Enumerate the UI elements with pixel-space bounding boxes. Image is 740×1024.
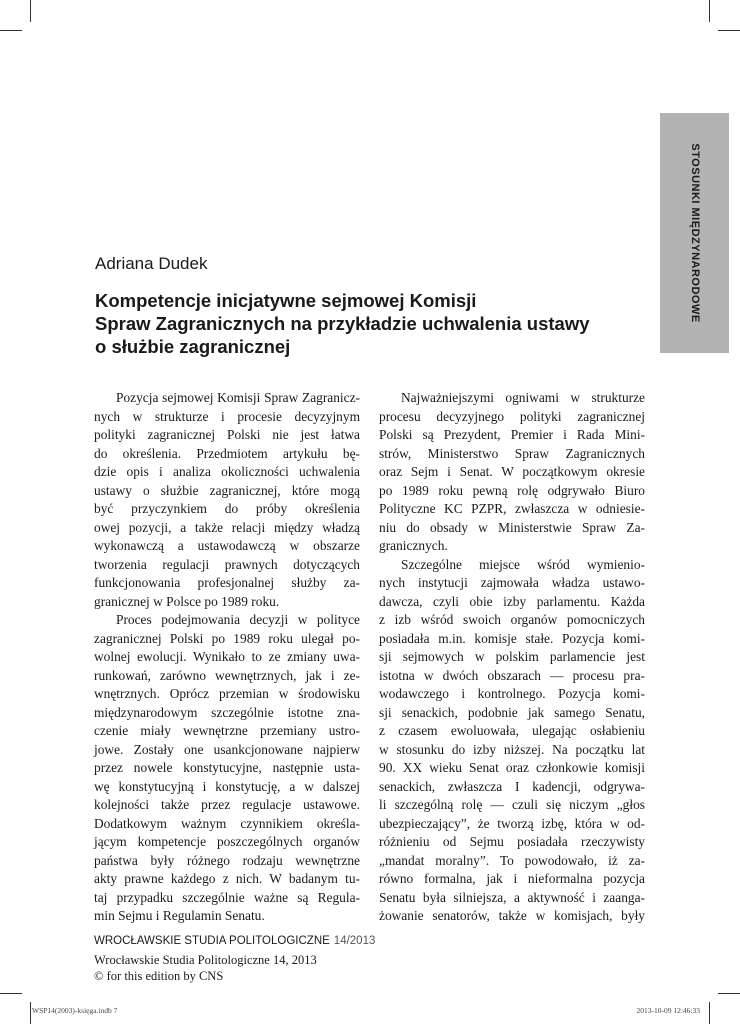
paragraph <box>379 556 645 926</box>
paragraph <box>379 389 645 556</box>
text-line: taj przypadku szczególnie ważne są Regula- <box>94 889 360 905</box>
text-line: nych w strukturze i procesie decyzyjnym <box>94 408 360 424</box>
copyright-line: © for this edition by CNS <box>94 969 224 983</box>
text-line: jącym kompetencje poszczególnych organów <box>94 834 360 849</box>
crop-mark <box>0 30 22 31</box>
author-name: Adriana Dudek <box>95 254 208 273</box>
text-line: przez nowele konstytucyjne, następnie usta- <box>94 760 360 775</box>
print-slug-timestamp: 2013-10-09 12:46:33 <box>636 1006 700 1015</box>
citation-line: Wrocławskie Studia Politologiczne 14, 2013 <box>94 953 317 967</box>
title-line: Spraw Zagranicznych na przykładzie uchwalenia ustawy <box>95 313 590 334</box>
text-line: czenie miały wewnętrzne przemiany ustro- <box>94 723 360 738</box>
right-column <box>379 389 645 926</box>
paragraph <box>94 389 360 611</box>
journal-issue: 14/2013 <box>333 935 376 947</box>
text-line: nych instytucji zajmowała władza ustawo- <box>379 575 645 590</box>
print-slug-file: WSP14(2003)-księga.indb 7 <box>32 1006 118 1015</box>
text-line: akty prawne każdego z nich. W badanym tu- <box>94 871 360 886</box>
left-column <box>94 389 360 926</box>
text-line: Senatu była silniejsza, a aktywność i zaanga- <box>379 889 645 905</box>
text-line: Szczególne miejsce wśród wymienio- <box>401 556 645 572</box>
text-line: owej pozycji, a także relacji między władzą <box>94 519 360 535</box>
text-line: ubezpieczający”, że tworzą izbę, która w od- <box>379 815 645 831</box>
text-line: jowe. Zostały one usankcjonowane najpierw <box>94 741 360 757</box>
journal-title: WROCŁAWSKIE STUDIA POLITOLOGICZNE <box>94 935 330 947</box>
text-line: kolejności także przez regulacje ustawowe. <box>94 797 360 812</box>
text-line: ustawy o służbie zagranicznej, które mogą <box>94 482 360 498</box>
text-line: sji sejmowych w polskim parlamencie jest <box>379 649 645 664</box>
text-line: z czasem ewoluowała, ulegając osłabieniu <box>379 723 645 738</box>
text-line: Polityczne KC PZPR, zwłaszcza w odniesie- <box>379 501 645 516</box>
crop-mark <box>30 0 31 22</box>
text-line: runkowań, zarówno wewnętrznych, jak i ze- <box>94 667 360 683</box>
text-line: państwa były różnego rodzaju wewnętrzne <box>94 852 360 868</box>
text-line: granicznych. <box>379 538 448 553</box>
text-line: oraz Sejm i Senat. W początkowym okresie <box>379 464 645 479</box>
text-line: wnętrznych. Oprócz przemian w środowisku <box>94 686 360 701</box>
text-line: międzynarodowym szczególnie istotne zna- <box>94 704 360 720</box>
article-title <box>95 289 655 358</box>
text-line: funkcjonowania profesjonalnej służby za- <box>94 575 360 590</box>
text-line: Dodatkowym ważnym czynnikiem określa- <box>94 815 360 831</box>
crop-mark <box>718 993 740 994</box>
section-tab <box>660 113 729 353</box>
text-line: różnieniu od Sejmu posiadała rzeczywisty <box>379 834 645 849</box>
text-line: dawcza, czyli obie izby parlamentu. Każda <box>379 593 645 609</box>
text-line: równo formalna, jak i nieformalna pozycja <box>379 871 645 886</box>
crop-mark <box>0 993 22 994</box>
text-line: Najważniejszymi ogniwami w strukturze <box>401 390 645 405</box>
text-line: być przyczynkiem do próby określenia <box>94 501 360 516</box>
text-line: strów, Ministerstwo Spraw Zagranicznych <box>379 445 645 461</box>
text-line: wolnej ewolucji. Wynikało to ze zmiany uwa- <box>94 649 360 664</box>
text-line: Pozycja sejmowej Komisji Spraw Zagranicz- <box>116 390 360 405</box>
title-line: Kompetencje inicjatywne sejmowej Komisji <box>95 290 477 311</box>
text-line: li szczególną rolę — czuli się niczym „głos <box>379 797 645 812</box>
text-line: sji senackich, podobnie jak samego Senatu, <box>379 704 645 720</box>
title-line: o służbie zagranicznej <box>95 336 291 357</box>
text-line: tworzenia regulacji prawnych dotyczących <box>94 556 360 572</box>
text-line: w stosunku do izby niższej. Na początku lat <box>379 741 645 757</box>
text-line: dzie opis i analiza okoliczności uchwalenia <box>94 464 360 479</box>
text-line: wodawczego i kontrolnego. Pozycja komi- <box>379 686 645 701</box>
text-line: min Sejmu i Regulamin Senatu. <box>94 908 265 923</box>
text-line: Polski są Prezydent, Premier i Rada Mini- <box>379 427 645 442</box>
text-line: niu do obsady w Ministerstwie Spraw Za- <box>379 519 645 535</box>
section-tab-label: STOSUNKI MIĘDZYNARODOWE <box>688 143 701 323</box>
text-line: procesu decyzyjnego polityki zagranicznej <box>379 408 645 424</box>
crop-mark <box>709 1002 710 1024</box>
paragraph <box>94 611 360 926</box>
text-line: posiadała m.in. komisje stałe. Pozycja komi- <box>379 630 645 646</box>
text-line: z izb wśród swoich organów pomocniczych <box>379 612 645 627</box>
text-line: 90. XX wieku Senat oraz członkowie komisji <box>379 760 645 775</box>
text-line: Proces podejmowania decyzji w polityce <box>116 612 360 627</box>
text-line: polityki zagranicznej Polski nie jest łatwa <box>94 427 360 442</box>
text-line: „mandat moralny”. To powodowało, iż za- <box>379 852 645 868</box>
crop-mark <box>30 1002 31 1024</box>
text-line: żowanie senatorów, także w komisjach, były <box>379 908 645 923</box>
text-line: istotna w dwóch obszarach — procesu pra- <box>379 667 645 683</box>
text-line: wę konstytucyjną i konstytucję, a w dalszej <box>94 778 360 794</box>
text-line: granicznej w Polsce po 1989 roku. <box>94 593 280 609</box>
text-line: senackich, zwłaszcza I kadencji, odgrywa- <box>379 778 645 794</box>
crop-mark <box>718 30 740 31</box>
text-line: do określenia. Przedmiotem artykułu bę- <box>94 445 360 461</box>
text-line: po 1989 roku pewną rolę odgrywało Biuro <box>379 482 645 498</box>
text-line: wykonawczą a ustawodawczą w obszarze <box>94 538 360 553</box>
journal-name <box>94 935 375 947</box>
text-line: zagranicznej Polski po 1989 roku ulegał po- <box>94 630 360 646</box>
crop-mark <box>709 0 710 22</box>
